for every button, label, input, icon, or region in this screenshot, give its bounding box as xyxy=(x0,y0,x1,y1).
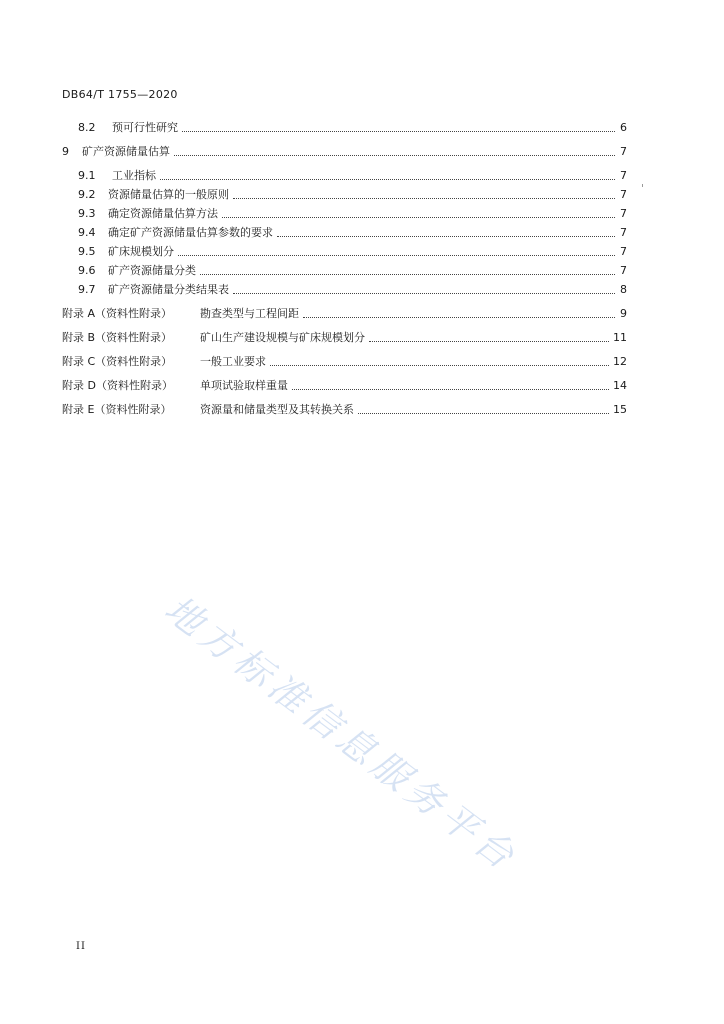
toc-entry-title: 矿产资源储量分类结果表 xyxy=(108,283,229,296)
dot-leader xyxy=(303,316,615,318)
dot-leader xyxy=(292,388,609,390)
toc-entry-number: 9.7 xyxy=(78,283,96,296)
toc-entry-page: 7 xyxy=(620,226,627,239)
dot-leader xyxy=(160,178,615,180)
toc-entry-page: 7 xyxy=(620,145,627,158)
toc-entry-number: 9.2 xyxy=(78,188,96,201)
dot-leader xyxy=(200,273,615,275)
toc-entry-page: 7 xyxy=(620,264,627,277)
toc-entry-title: 确定资源储量估算方法 xyxy=(108,207,218,220)
toc-entry-9-6[interactable] xyxy=(78,260,627,278)
toc-entry-title: 勘查类型与工程间距 xyxy=(200,307,299,320)
toc-entry-number: 9.4 xyxy=(78,226,96,239)
toc-entry-title: 资源储量估算的一般原则 xyxy=(108,188,229,201)
dot-leader xyxy=(233,292,615,294)
toc-entry-title: 矿床规模划分 xyxy=(108,245,174,258)
toc-entry-number: 9.6 xyxy=(78,264,96,277)
toc-entry-9-3[interactable] xyxy=(78,203,627,221)
toc-entry-appendix-a[interactable] xyxy=(62,303,627,321)
toc-entry-page: 9 xyxy=(620,307,627,320)
toc-entry-appendix-d[interactable] xyxy=(62,375,627,393)
toc-entry-title: 矿产资源储量分类 xyxy=(108,264,196,277)
toc-entry-page: 6 xyxy=(620,121,627,134)
toc-entry-number: 附录 E（资料性附录） xyxy=(62,403,172,416)
watermark: 地方标准信息服务平台 xyxy=(156,587,526,881)
toc-entry-9-4[interactable] xyxy=(78,222,627,240)
toc-entry-9-5[interactable] xyxy=(78,241,627,259)
toc-entry-number: 9 xyxy=(62,145,69,158)
dot-leader xyxy=(182,130,615,132)
toc-entry-number: 9.1 xyxy=(78,169,96,182)
toc-entry-page: 7 xyxy=(620,245,627,258)
toc-entry-title: 矿山生产建设规模与矿床规模划分 xyxy=(200,331,365,344)
margin-mark xyxy=(642,184,643,187)
dot-leader xyxy=(277,235,615,237)
toc-entry-number: 8.2 xyxy=(78,121,96,134)
toc-entry-page: 7 xyxy=(620,169,627,182)
toc-entry-page: 8 xyxy=(620,283,627,296)
toc-entry-number: 附录 D（资料性附录） xyxy=(62,379,173,392)
toc-entry-page: 12 xyxy=(613,355,627,368)
toc-entry-number: 附录 B（资料性附录） xyxy=(62,331,173,344)
dot-leader xyxy=(178,254,615,256)
toc-entry-title: 资源量和储量类型及其转换关系 xyxy=(200,403,354,416)
dot-leader xyxy=(174,154,615,156)
toc-entry-appendix-e[interactable] xyxy=(62,399,627,417)
toc-entry-appendix-b[interactable] xyxy=(62,327,627,345)
toc-entry-appendix-c[interactable] xyxy=(62,351,627,369)
toc-entry-title: 工业指标 xyxy=(112,169,156,182)
toc-entry-title: 单项试验取样重量 xyxy=(200,379,288,392)
toc-entry-page: 7 xyxy=(620,207,627,220)
document-code: DB64/T 1755—2020 xyxy=(62,88,178,101)
toc-entry-page: 7 xyxy=(620,188,627,201)
toc-entry-page: 14 xyxy=(613,379,627,392)
toc-entry-title: 确定矿产资源储量估算参数的要求 xyxy=(108,226,273,239)
toc-entry-page: 11 xyxy=(613,331,627,344)
toc-entry-title: 一般工业要求 xyxy=(200,355,266,368)
page-number: II xyxy=(76,941,86,952)
toc-entry-number: 附录 A（资料性附录） xyxy=(62,307,173,320)
dot-leader xyxy=(233,197,615,199)
toc-entry-number: 9.3 xyxy=(78,207,96,220)
toc-entry-9-1[interactable] xyxy=(78,165,627,183)
toc-entry-9[interactable] xyxy=(62,141,627,159)
dot-leader xyxy=(270,364,609,366)
toc-entry-title: 预可行性研究 xyxy=(112,121,178,134)
dot-leader xyxy=(358,412,609,414)
toc-entry-title: 矿产资源储量估算 xyxy=(82,145,170,158)
toc-entry-9-7[interactable] xyxy=(78,279,627,297)
toc-entry-number: 附录 C（资料性附录） xyxy=(62,355,173,368)
dot-leader xyxy=(222,216,615,218)
toc-entry-number: 9.5 xyxy=(78,245,96,258)
dot-leader xyxy=(369,340,609,342)
toc-entry-page: 15 xyxy=(613,403,627,416)
toc-entry-9-2[interactable] xyxy=(78,184,627,202)
toc-entry-8-2[interactable] xyxy=(78,117,627,135)
